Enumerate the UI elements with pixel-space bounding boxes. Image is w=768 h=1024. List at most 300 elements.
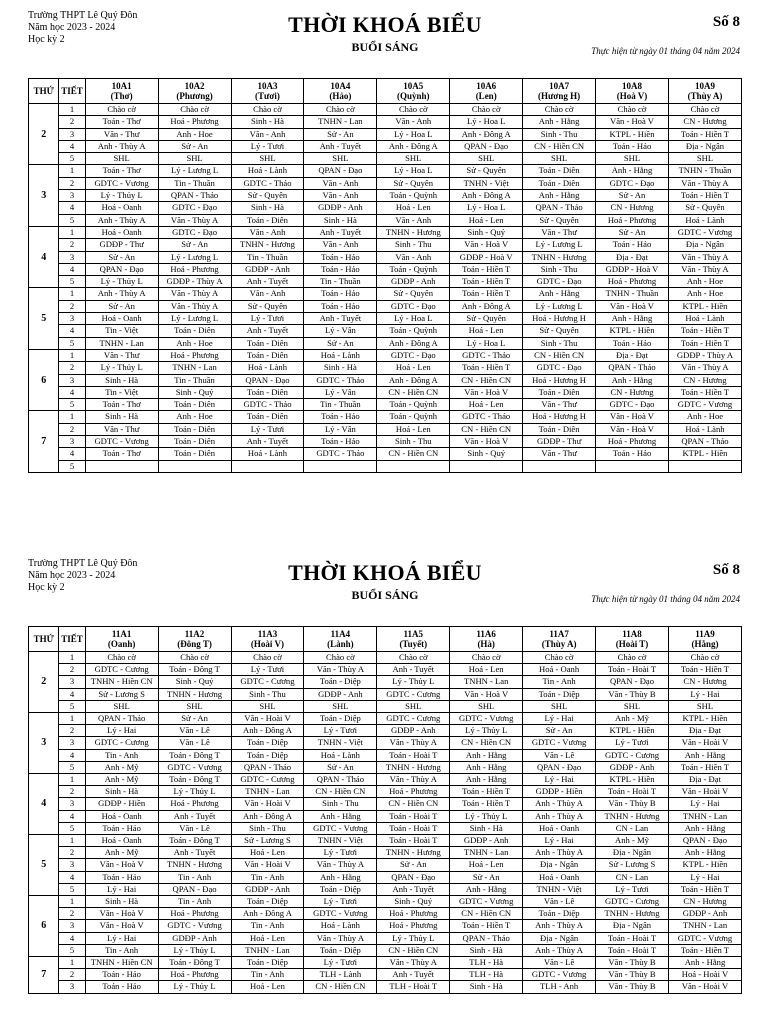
lesson-cell: TNHN - Việt	[450, 177, 523, 189]
lesson-cell: Chào cờ	[450, 104, 523, 116]
class-name: 11A1	[111, 629, 132, 639]
day-cell: 4	[29, 226, 59, 287]
lesson-cell: Địa - Ngân	[523, 859, 596, 871]
class-name: 11A8	[622, 629, 642, 639]
lesson-cell: Văn - Lê	[523, 749, 596, 761]
lesson-cell: Lý - Tươi	[304, 847, 377, 859]
lesson-cell: Sử - An	[596, 226, 669, 238]
lesson-cell: GDTC - Thảo	[304, 374, 377, 386]
lesson-cell: GDTC - Cương	[231, 676, 304, 688]
lesson-cell: Lý - Hai	[523, 774, 596, 786]
period-number: 1	[59, 713, 85, 725]
lesson-cell: KTPL - Hiền	[668, 859, 741, 871]
timetable-sheet-10	[28, 10, 742, 473]
period-row	[29, 325, 742, 337]
class-header	[668, 627, 741, 652]
lesson-cell: Sử - Lương S	[85, 688, 158, 700]
lesson-cell: Anh - Mỹ	[85, 774, 158, 786]
lesson-cell: TNHN - Lan	[450, 847, 523, 859]
class-header	[304, 627, 377, 652]
lesson-cell: Văn - Hoà V	[450, 688, 523, 700]
lesson-cell: Sinh - Hà	[304, 362, 377, 374]
sheet-title: THỜI KHOÁ BIỂU	[288, 560, 482, 585]
homeroom-teacher: (Hương H)	[538, 91, 581, 101]
period-number: 2	[59, 725, 85, 737]
period-number: 2	[59, 423, 85, 435]
lesson-cell: GDTC - Vương	[523, 969, 596, 981]
lesson-cell: GDĐP - Anh	[377, 725, 450, 737]
period-number: 4	[59, 871, 85, 883]
lesson-cell: GDĐP - Anh	[158, 932, 231, 944]
lesson-cell: Hoá - Oanh	[85, 313, 158, 325]
lesson-cell: GDTC - Vương	[85, 177, 158, 189]
lesson-cell: Sử - Quyên	[450, 165, 523, 177]
lesson-cell: GDĐP - Thùy A	[158, 276, 231, 288]
lesson-cell: SHL	[668, 700, 741, 712]
lesson-cell: Anh - Hằng	[668, 749, 741, 761]
lesson-cell: Văn - Thư	[85, 128, 158, 140]
homeroom-teacher: (Hảo)	[329, 91, 352, 101]
timetable-sheet-11	[28, 558, 742, 994]
lesson-cell: Hoá - Oanh	[85, 226, 158, 238]
lesson-cell: Sử - Lương S	[231, 835, 304, 847]
day-cell: 7	[29, 957, 59, 994]
lesson-cell: Toán - Diệp	[523, 908, 596, 920]
lesson-cell: Toán - Hảo	[304, 411, 377, 423]
homeroom-teacher: (Hoài V)	[250, 639, 285, 649]
homeroom-teacher: (Len)	[475, 91, 497, 101]
lesson-cell: Toán - Diệp	[231, 957, 304, 969]
lesson-cell: CN - Hiền CN	[450, 908, 523, 920]
lesson-cell: Chào cờ	[158, 104, 231, 116]
lesson-cell: Toán - Hảo	[596, 140, 669, 152]
lesson-cell: Toán - Diệp	[304, 883, 377, 895]
lesson-cell: Sử - Quyên	[523, 325, 596, 337]
lesson-cell: Hoá - Oanh	[85, 835, 158, 847]
homeroom-teacher: (Hoà V)	[616, 91, 648, 101]
lesson-cell: Sinh - Thu	[231, 688, 304, 700]
lesson-cell: Toán - Diệp	[304, 676, 377, 688]
lesson-cell: Lý - Lương L	[158, 165, 231, 177]
class-name: 10A4	[330, 81, 351, 91]
lesson-cell: Sử - An	[85, 251, 158, 263]
lesson-cell: Hoá - Phương	[158, 263, 231, 275]
lesson-cell: Toán - Hiền T	[450, 798, 523, 810]
lesson-cell: CN - Hiền CN	[450, 737, 523, 749]
lesson-cell: Toán - Diên	[523, 177, 596, 189]
lesson-cell: Sử - An	[450, 871, 523, 883]
lesson-cell: Sử - An	[158, 239, 231, 251]
lesson-cell: TNHN - Việt	[304, 737, 377, 749]
lesson-cell: Tin - Anh	[231, 871, 304, 883]
lesson-cell: TNHN - Hương	[377, 847, 450, 859]
lesson-cell: Địa - Ngân	[523, 932, 596, 944]
lesson-cell: TNHN - Lan	[450, 676, 523, 688]
lesson-cell: GDTC - Vương	[668, 932, 741, 944]
lesson-cell: Văn - Thùy B	[596, 798, 669, 810]
period-row	[29, 460, 742, 472]
lesson-cell: GDĐP - Thùy A	[668, 349, 741, 361]
lesson-cell: TLH - Hà	[450, 969, 523, 981]
period-row	[29, 116, 742, 128]
lesson-cell: GDTC - Đạo	[158, 202, 231, 214]
day-cell: 2	[29, 652, 59, 713]
lesson-cell	[668, 460, 741, 472]
lesson-cell: GDTC - Cương	[231, 774, 304, 786]
lesson-cell: TNHN - Lan	[231, 786, 304, 798]
sheet-header	[28, 558, 742, 626]
lesson-cell: QPAN - Thảo	[450, 932, 523, 944]
lesson-cell: Văn - Anh	[377, 116, 450, 128]
lesson-cell: Hoá - Len	[231, 981, 304, 993]
homeroom-teacher: (Thùy A)	[687, 91, 723, 101]
lesson-cell: Sử - Quyên	[377, 288, 450, 300]
lesson-cell: Tin - Anh	[231, 969, 304, 981]
lesson-cell: Lý - Tươi	[596, 737, 669, 749]
lesson-cell: Hoá - Len	[377, 423, 450, 435]
lesson-cell: Văn - Anh	[377, 251, 450, 263]
lesson-cell: Lý - Tươi	[304, 957, 377, 969]
lesson-cell: Toán - Diên	[158, 436, 231, 448]
period-row	[29, 214, 742, 226]
lesson-cell: Lý - Vân	[304, 423, 377, 435]
lesson-cell: TNHN - Hương	[377, 761, 450, 773]
period-row	[29, 944, 742, 956]
session-label: BUỔI SÁNG	[351, 588, 419, 602]
lesson-cell: Sinh - Quý	[158, 386, 231, 398]
lesson-cell: GDTC - Cương	[596, 896, 669, 908]
lesson-cell: Lý - Hai	[523, 713, 596, 725]
lesson-cell: Anh - Hằng	[450, 749, 523, 761]
lesson-cell: Hoá - Lành	[304, 749, 377, 761]
period-row	[29, 908, 742, 920]
lesson-cell: TNHN - Thuần	[596, 288, 669, 300]
class-name: 10A3	[257, 81, 278, 91]
homeroom-teacher: (Tuyết)	[399, 639, 428, 649]
lesson-cell: SHL	[596, 153, 669, 165]
lesson-cell: Văn - Hoà V	[85, 859, 158, 871]
period-number: 1	[59, 104, 85, 116]
lesson-cell: Toán - Quỳnh	[377, 411, 450, 423]
lesson-cell: Địa - Ngân	[596, 847, 669, 859]
lesson-cell: Toán - Hoài T	[377, 810, 450, 822]
period-number: 4	[59, 140, 85, 152]
period-row	[29, 749, 742, 761]
class-name: 10A9	[694, 81, 715, 91]
lesson-cell: Sinh - Thu	[377, 436, 450, 448]
lesson-cell: Anh - Thùy A	[85, 140, 158, 152]
lesson-cell: CN - Hiền CN	[377, 448, 450, 460]
period-row	[29, 411, 742, 423]
lesson-cell: Anh - Hoe	[668, 288, 741, 300]
lesson-cell: Lý - Hoa L	[450, 116, 523, 128]
lesson-cell: Lý - Thủy L	[85, 362, 158, 374]
lesson-cell: Văn - Hoài V	[668, 981, 741, 993]
day-cell: 7	[29, 411, 59, 472]
period-number: 3	[59, 798, 85, 810]
lesson-cell: Văn - Anh	[304, 190, 377, 202]
lesson-cell: Lý - Thủy L	[377, 676, 450, 688]
lesson-cell: Lý - Hoa L	[450, 202, 523, 214]
col-header-tiet: TIẾT	[59, 79, 85, 104]
period-row	[29, 399, 742, 411]
lesson-cell: Sinh - Quý	[158, 676, 231, 688]
lesson-cell: Lý - Hoa L	[450, 337, 523, 349]
lesson-cell: Lý - Hai	[668, 798, 741, 810]
lesson-cell: Lý - Tươi	[231, 313, 304, 325]
lesson-cell: Lý - Hoa L	[377, 313, 450, 325]
lesson-cell: Tin - Thuần	[304, 399, 377, 411]
lesson-cell: GDĐP - Anh	[596, 761, 669, 773]
lesson-cell: Sinh - Quý	[377, 896, 450, 908]
lesson-cell: Văn - Thùy A	[377, 737, 450, 749]
lesson-cell: TNHN - Hương	[231, 239, 304, 251]
lesson-cell: Hoá - Phương	[158, 798, 231, 810]
lesson-cell: Toán - Hiền T	[668, 944, 741, 956]
period-number: 5	[59, 822, 85, 834]
lesson-cell: Hoá - Lành	[668, 423, 741, 435]
lesson-cell: TNHN - Hương	[377, 226, 450, 238]
lesson-cell: Địa - Đạt	[668, 774, 741, 786]
period-number: 1	[59, 349, 85, 361]
lesson-cell: Sinh - Hà	[450, 944, 523, 956]
lesson-cell: TNHN - Lan	[304, 116, 377, 128]
lesson-cell: Chào cờ	[231, 652, 304, 664]
lesson-cell: Văn - Thùy B	[596, 957, 669, 969]
effective-date: Thực hiện từ ngày 01 tháng 04 năm 2024	[591, 46, 740, 56]
homeroom-teacher: (Hoài T)	[615, 639, 649, 649]
lesson-cell: Toán - Đông T	[158, 749, 231, 761]
lesson-cell: GDTC - Vương	[450, 713, 523, 725]
lesson-cell: Lý - Thủy L	[158, 981, 231, 993]
period-number: 1	[59, 835, 85, 847]
class-name: 11A5	[403, 629, 424, 639]
lesson-cell: CN - Hiền CN	[450, 374, 523, 386]
lesson-cell: GDĐP - Hoà V	[450, 251, 523, 263]
lesson-cell: Sử - An	[304, 761, 377, 773]
lesson-cell: Lý - Hai	[668, 871, 741, 883]
period-row	[29, 165, 742, 177]
lesson-cell: Tin - Thuần	[158, 177, 231, 189]
class-name: 11A4	[330, 629, 351, 639]
lesson-cell: Chào cờ	[304, 104, 377, 116]
school-term: Học kỳ 2	[28, 34, 65, 45]
lesson-cell: Văn - Hoà V	[85, 920, 158, 932]
class-header	[523, 627, 596, 652]
lesson-cell: Toán - Diên	[158, 325, 231, 337]
lesson-cell: CN - Hiền CN	[523, 349, 596, 361]
lesson-cell: KTPL - Hiền	[596, 774, 669, 786]
lesson-cell: Toán - Hiền T	[668, 386, 741, 398]
lesson-cell: Toán - Hảo	[304, 288, 377, 300]
lesson-cell: TNHN - Lan	[85, 337, 158, 349]
period-row	[29, 190, 742, 202]
lesson-cell: Anh - Thùy A	[523, 810, 596, 822]
lesson-cell: Toán - Hiền T	[450, 362, 523, 374]
class-header	[450, 627, 523, 652]
lesson-cell: GDTC - Cương	[596, 749, 669, 761]
lesson-cell: CN - Hiền CN	[377, 944, 450, 956]
lesson-cell: Sinh - Quý	[450, 448, 523, 460]
sheet-header	[28, 10, 742, 78]
lesson-cell: Lý - Tươi	[231, 664, 304, 676]
lesson-cell: Hoá - Phương	[158, 969, 231, 981]
period-number: 4	[59, 202, 85, 214]
lesson-cell: Sinh - Hà	[450, 981, 523, 993]
lesson-cell: Toán - Đông T	[158, 774, 231, 786]
lesson-cell: TNHN - Hương	[596, 810, 669, 822]
lesson-cell: Hoá - Phương	[596, 436, 669, 448]
lesson-cell: Văn - Hoài V	[668, 737, 741, 749]
lesson-cell: TNHN - Lan	[668, 810, 741, 822]
lesson-cell: GDTC - Vương	[304, 822, 377, 834]
lesson-cell: Anh - Đông A	[231, 810, 304, 822]
school-name: Trường THPT Lê Quý Đôn	[28, 558, 138, 569]
lesson-cell: GDĐP - Anh	[304, 202, 377, 214]
lesson-cell: Hoá - Hoài V	[668, 969, 741, 981]
period-number: 5	[59, 883, 85, 895]
class-name: 11A9	[695, 629, 715, 639]
homeroom-teacher: (Lành)	[327, 639, 354, 649]
lesson-cell: GDTC - Thảo	[450, 349, 523, 361]
lesson-cell	[231, 460, 304, 472]
lesson-cell: Lý - Hai	[85, 883, 158, 895]
lesson-cell: Lý - Lương L	[523, 300, 596, 312]
lesson-cell: Hoá - Len	[377, 362, 450, 374]
lesson-cell: Văn - Anh	[304, 239, 377, 251]
lesson-cell: Lý - Lương L	[158, 313, 231, 325]
lesson-cell: Anh - Mỹ	[596, 835, 669, 847]
period-row	[29, 226, 742, 238]
lesson-cell: Toán - Hoài T	[377, 822, 450, 834]
timetable	[28, 626, 742, 994]
period-number: 4	[59, 263, 85, 275]
lesson-cell: Văn - Hoà V	[450, 239, 523, 251]
lesson-cell: Anh - Đông A	[377, 337, 450, 349]
lesson-cell: Sử - Quyên	[450, 313, 523, 325]
school-year: Năm học 2023 - 2024	[28, 570, 116, 581]
lesson-cell: KTPL - Hiền	[668, 713, 741, 725]
period-row	[29, 761, 742, 773]
lesson-cell: Văn - Thư	[523, 226, 596, 238]
lesson-cell: Lý - Lương L	[158, 251, 231, 263]
schedule-number: Số 8	[712, 14, 740, 30]
col-header-thu: THỨ	[29, 627, 59, 652]
lesson-cell: Toán - Quỳnh	[377, 399, 450, 411]
lesson-cell: Văn - Hoà V	[596, 423, 669, 435]
lesson-cell: Chào cờ	[596, 652, 669, 664]
lesson-cell: Lý - Hoa L	[377, 128, 450, 140]
period-row	[29, 177, 742, 189]
lesson-cell: Văn - Lê	[158, 737, 231, 749]
period-row	[29, 104, 742, 116]
lesson-cell: TLH - Lành	[304, 969, 377, 981]
sheet-title: THỜI KHOÁ BIỂU	[288, 12, 482, 37]
lesson-cell: Anh - Thùy A	[523, 944, 596, 956]
lesson-cell: GDĐP - Thư	[85, 239, 158, 251]
lesson-cell: Lý - Thủy L	[85, 276, 158, 288]
lesson-cell: Anh - Thùy A	[523, 798, 596, 810]
lesson-cell: Anh - Hằng	[450, 774, 523, 786]
lesson-cell: Sinh - Hà	[85, 374, 158, 386]
lesson-cell: Lý - Tươi	[596, 883, 669, 895]
homeroom-teacher: (Phương)	[176, 91, 213, 101]
lesson-cell: GDTC - Vương	[668, 399, 741, 411]
lesson-cell: Hoá - Phương	[158, 116, 231, 128]
lesson-cell: Anh - Đông A	[450, 300, 523, 312]
lesson-cell: Tin - Thuần	[304, 276, 377, 288]
lesson-cell: CN - Hiền CN	[377, 798, 450, 810]
class-header	[450, 79, 523, 104]
lesson-cell: Toán - Đông T	[158, 664, 231, 676]
period-number: 5	[59, 399, 85, 411]
lesson-cell: Toán - Hiền T	[668, 190, 741, 202]
lesson-cell: Tin - Anh	[231, 920, 304, 932]
lesson-cell: Chào cờ	[668, 652, 741, 664]
lesson-cell: GDTC - Thảo	[231, 177, 304, 189]
lesson-cell: Địa - Đạt	[596, 251, 669, 263]
lesson-cell: Chào cờ	[377, 652, 450, 664]
lesson-cell: Hoá - Len	[450, 664, 523, 676]
lesson-cell: Sử - An	[85, 300, 158, 312]
lesson-cell: Hoá - Oanh	[85, 810, 158, 822]
lesson-cell: Toán - Thơ	[85, 448, 158, 460]
period-number: 1	[59, 896, 85, 908]
lesson-cell: Chào cờ	[523, 652, 596, 664]
lesson-cell: Văn - Thùy A	[158, 300, 231, 312]
lesson-cell: Hoá - Oanh	[523, 664, 596, 676]
lesson-cell: Anh - Đông A	[231, 908, 304, 920]
period-row	[29, 652, 742, 664]
lesson-cell: GDTC - Đạo	[377, 300, 450, 312]
period-row	[29, 713, 742, 725]
lesson-cell: Toán - Thơ	[85, 399, 158, 411]
day-cell: 4	[29, 774, 59, 835]
lesson-cell: Văn - Hoà V	[450, 386, 523, 398]
homeroom-teacher: (Tươi)	[255, 91, 280, 101]
lesson-cell: GDĐP - Anh	[304, 688, 377, 700]
lesson-cell: Hoá - Lành	[231, 362, 304, 374]
lesson-cell: Anh - Tuyết	[231, 276, 304, 288]
lesson-cell: Chào cờ	[523, 104, 596, 116]
period-row	[29, 847, 742, 859]
lesson-cell: Anh - Hằng	[523, 288, 596, 300]
period-row	[29, 313, 742, 325]
lesson-cell: SHL	[523, 700, 596, 712]
lesson-cell: GDTC - Vương	[668, 226, 741, 238]
lesson-cell: GDTC - Cương	[377, 713, 450, 725]
class-header	[85, 627, 158, 652]
lesson-cell: GDTC - Vương	[523, 737, 596, 749]
lesson-cell: GDTC - Đạo	[596, 399, 669, 411]
lesson-cell: Văn - Anh	[231, 226, 304, 238]
period-number: 4	[59, 749, 85, 761]
lesson-cell: Hoá - Phương	[158, 349, 231, 361]
lesson-cell: Hoá - Len	[450, 399, 523, 411]
lesson-cell: Anh - Tuyết	[304, 226, 377, 238]
lesson-cell: Toán - Hiền T	[668, 664, 741, 676]
lesson-cell: Tin - Anh	[158, 896, 231, 908]
lesson-cell: Văn - Hoài V	[231, 713, 304, 725]
lesson-cell: Toán - Hoài T	[596, 786, 669, 798]
homeroom-teacher: (Oanh)	[107, 639, 136, 649]
lesson-cell: Anh - Hằng	[596, 374, 669, 386]
lesson-cell: QPAN - Thảo	[85, 713, 158, 725]
period-number: 1	[59, 226, 85, 238]
period-number: 2	[59, 177, 85, 189]
lesson-cell: Anh - Tuyết	[158, 847, 231, 859]
period-row	[29, 981, 742, 993]
